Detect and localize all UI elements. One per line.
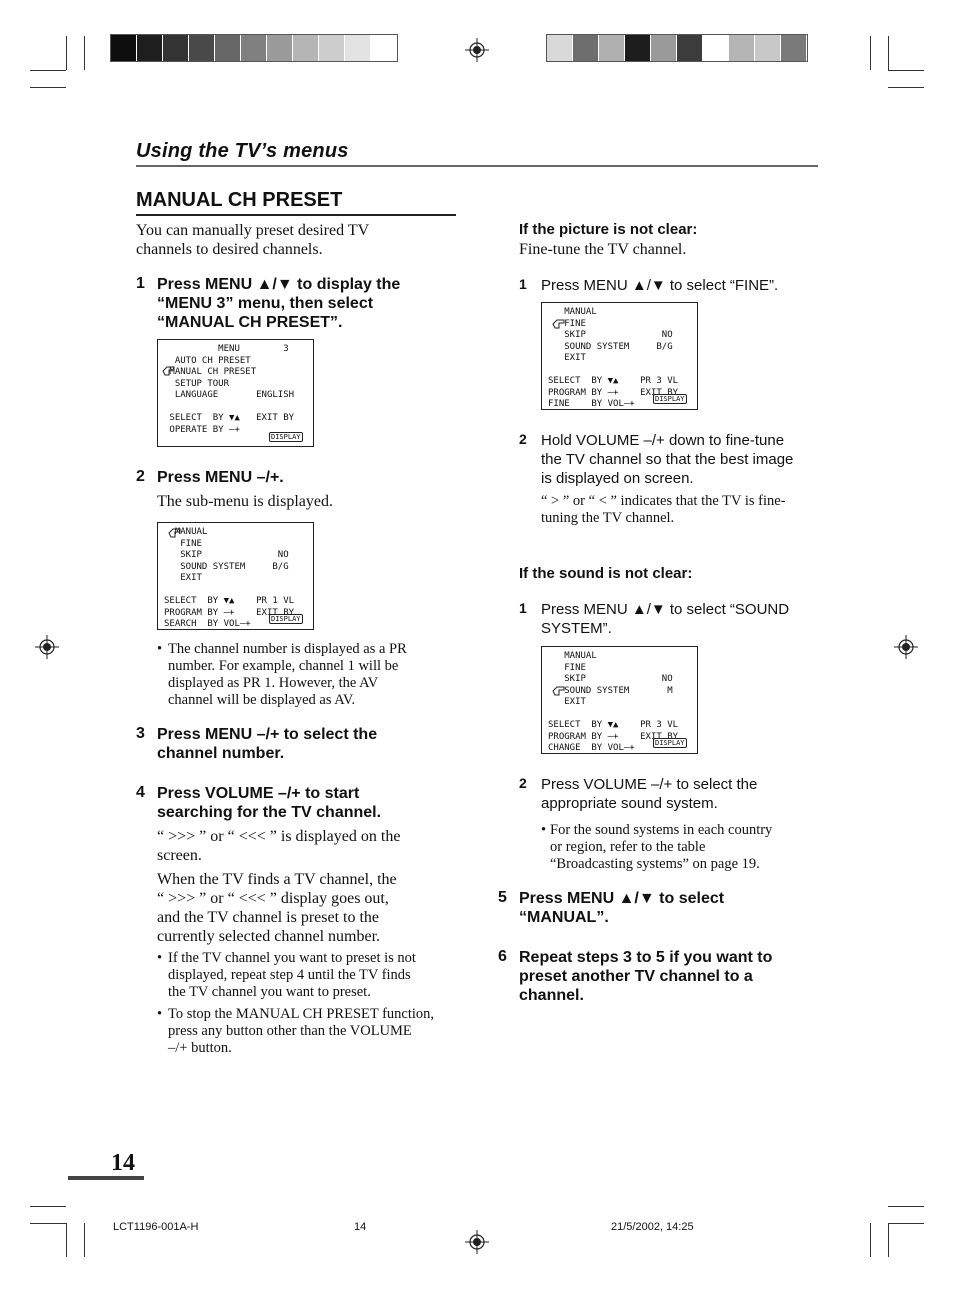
intro-text: You can manually preset desired TV channels to desired channels. <box>136 222 370 258</box>
step-2-instruction: Press MENU –/+. <box>157 469 284 486</box>
step-5-instruction: Press MENU ▲/▼ to select “MANUAL”. <box>519 890 725 926</box>
submenu-screen <box>157 522 314 630</box>
step-number: 2 <box>136 468 145 485</box>
screen-text: MENU 3 AUTO CH PRESET MANUAL CH PRESET SETUP TOUR LANGUAGE ENGLISH SELECT BY ▼▲ EXIT BY OPERATE BY —+ <box>169 344 295 435</box>
hand-pointer-icon <box>168 528 182 538</box>
color-swatch <box>599 35 625 61</box>
bullet-note: • If the TV channel you want to preset is not displayed, repeat step 4 until the TV finds the TV channel you want to preset. <box>157 950 416 1000</box>
step-number: 3 <box>136 725 145 742</box>
color-swatch <box>547 35 573 61</box>
color-swatch <box>137 35 163 61</box>
screen-text: MANUAL FINE SKIP NO SOUND SYSTEM B/G EXIT SELECT BY ▼▲ PR 3 VL PROGRAM BY —+ EXIT BY FINE BY VOL—+ <box>548 307 679 409</box>
color-swatch <box>163 35 189 61</box>
menu3-screen <box>157 339 314 447</box>
color-swatch <box>293 35 319 61</box>
color-swatch <box>781 35 807 61</box>
doc-code: LCT1196-001A-H <box>113 1221 199 1233</box>
color-swatch <box>111 35 137 61</box>
step-3-instruction: Press MENU –/+ to select the channel number. <box>157 726 378 762</box>
title-rule <box>136 214 456 216</box>
page-title: MANUAL CH PRESET <box>136 189 343 211</box>
bullet-note: • To stop the MANUAL CH PRESET function, press any button other than the VOLUME –/+ button. <box>157 1006 435 1056</box>
color-swatch <box>215 35 241 61</box>
section-title: Using the TV’s menus <box>136 140 349 162</box>
display-button-label: DISPLAY <box>655 739 685 747</box>
page-number-rule <box>68 1176 144 1180</box>
hand-pointer-icon <box>162 366 176 376</box>
registration-target-icon <box>894 635 918 659</box>
step-4-instruction: Press VOLUME –/+ to start searching for the TV channel. <box>157 785 382 821</box>
step-4-body: “ >>> ” or “ <<< ” is displayed on the screen. <box>157 828 401 864</box>
color-swatch <box>677 35 703 61</box>
page-number: 14 <box>111 1150 135 1176</box>
step-number: 5 <box>498 889 507 906</box>
fine-heading: If the picture is not clear: <box>519 221 698 238</box>
section-rule <box>136 165 818 167</box>
color-swatch <box>703 35 729 61</box>
color-swatch <box>267 35 293 61</box>
bullet-note: • The channel number is displayed as a PR number. For example, channel 1 will be displayed as PR 1. However, the AV channel will be displayed as AV. <box>157 641 407 708</box>
color-swatch <box>625 35 651 61</box>
footer-page: 14 <box>354 1221 367 1233</box>
fine-screen <box>541 302 698 410</box>
color-swatch <box>755 35 781 61</box>
sound-step-2: Press VOLUME –/+ to select the appropriate sound system. <box>541 776 758 812</box>
step-4-body: When the TV finds a TV channel, the “ >>> ” or “ <<< ” display goes out, and the TV channel is preset to the currently selected channel number. <box>157 871 397 945</box>
fine-note: “ > ” or “ < ” indicates that the TV is fine- tuning the TV channel. <box>541 493 786 526</box>
step-number: 4 <box>136 784 145 801</box>
color-swatch <box>241 35 267 61</box>
registration-target-icon <box>465 1230 489 1254</box>
fine-step-1: Press MENU ▲/▼ to select “FINE”. <box>541 277 779 294</box>
footer-timestamp: 21/5/2002, 14:25 <box>611 1221 694 1233</box>
grayscale-bar-right <box>546 34 808 62</box>
step-number: 1 <box>519 600 527 616</box>
hand-pointer-icon <box>552 319 566 329</box>
color-swatch <box>729 35 755 61</box>
color-swatch <box>345 35 371 61</box>
sound-heading: If the sound is not clear: <box>519 565 693 582</box>
step-number: 1 <box>136 275 145 292</box>
grayscale-bar-left <box>110 34 398 62</box>
color-swatch <box>189 35 215 61</box>
step-number: 2 <box>519 431 527 447</box>
sound-step-1: Press MENU ▲/▼ to select “SOUND SYSTEM”. <box>541 601 790 637</box>
display-button-label: DISPLAY <box>271 433 301 441</box>
step-2-body: The sub-menu is displayed. <box>157 493 333 510</box>
registration-target-icon <box>35 635 59 659</box>
fine-step-2: Hold VOLUME –/+ down to fine-tune the TV channel so that the best image is displayed on screen. <box>541 432 794 487</box>
sound-screen <box>541 646 698 754</box>
screen-text: MANUAL FINE SKIP NO SOUND SYSTEM M EXIT SELECT BY ▼▲ PR 3 VL PROGRAM BY —+ EXIT BY CHANGE BY VOL—+ <box>548 651 679 753</box>
color-swatch <box>651 35 677 61</box>
color-swatch <box>371 35 397 61</box>
color-swatch <box>319 35 345 61</box>
display-button-label: DISPLAY <box>271 615 301 623</box>
screen-text: MANUAL FINE SKIP NO SOUND SYSTEM B/G EXIT SELECT BY ▼▲ PR 1 VL PROGRAM BY —+ EXIT BY SEARCH BY VOL—+ <box>164 527 295 629</box>
step-number: 1 <box>519 276 527 292</box>
step-number: 2 <box>519 775 527 791</box>
registration-target-icon <box>465 38 489 62</box>
hand-pointer-icon <box>552 686 566 696</box>
bullet-note: • For the sound systems in each country or region, refer to the table “Broadcasting systems” on page 19. <box>541 822 773 872</box>
display-button-label: DISPLAY <box>655 395 685 403</box>
color-swatch <box>573 35 599 61</box>
step-number: 6 <box>498 948 507 965</box>
step-1-instruction: Press MENU ▲/▼ to display the “MENU 3” menu, then select “MANUAL CH PRESET”. <box>157 276 401 331</box>
step-6-instruction: Repeat steps 3 to 5 if you want to preset another TV channel to a channel. <box>519 949 773 1004</box>
fine-subheading: Fine-tune the TV channel. <box>519 241 687 258</box>
